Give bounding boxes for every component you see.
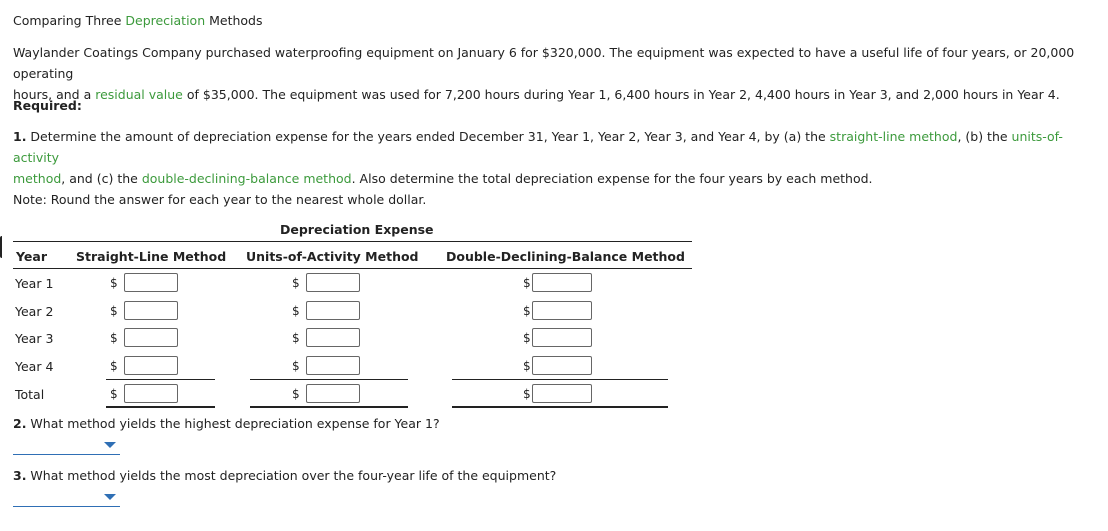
question-3 — [13, 468, 556, 483]
ddb-year-4-input[interactable] — [532, 356, 592, 375]
left-edge-marker — [0, 236, 5, 258]
currency-sign: $ — [110, 331, 118, 345]
q1-line1-a: Determine the amount of depreciation expense for the years ended December 31, Year 1, Year 2, Year 3, and Year 4, by (a) the — [26, 129, 830, 144]
sl-total-input[interactable] — [124, 384, 178, 403]
ua-year-3-input[interactable] — [306, 328, 360, 347]
ddb-total-input[interactable] — [532, 384, 592, 403]
currency-sign: $ — [292, 387, 300, 401]
header-year: Year — [16, 249, 47, 264]
ddb-year-1-input[interactable] — [532, 273, 592, 292]
problem-statement — [13, 42, 1108, 105]
header-divider — [13, 268, 692, 269]
row-label-year-2: Year 2 — [15, 304, 54, 319]
currency-sign: $ — [523, 359, 531, 373]
row-label-year-1: Year 1 — [15, 276, 54, 291]
units-of-activity-link[interactable]: units-of-activity — [13, 129, 1063, 165]
question-3-number: 3. — [13, 468, 27, 483]
ua-year-1-input[interactable] — [306, 273, 360, 292]
question-3-text: What method yields the most depreciation over the four-year life of the equipment? — [26, 468, 557, 483]
title-part2: Methods — [205, 13, 263, 28]
sl-year-3-input[interactable] — [124, 328, 178, 347]
question-2 — [13, 416, 440, 431]
title-part1: Comparing Three — [13, 13, 126, 28]
straight-line-link[interactable]: straight-line method — [829, 129, 958, 144]
residual-value-link[interactable]: residual value — [95, 87, 183, 102]
page-title — [13, 13, 263, 28]
currency-sign: $ — [110, 304, 118, 318]
question-1 — [13, 126, 1108, 189]
ddb-total-line — [452, 406, 668, 408]
problem-line-2 — [13, 84, 1108, 105]
question-1-number: 1. — [13, 129, 27, 144]
ua-year-4-input[interactable] — [306, 356, 360, 375]
dropdown-caret-icon[interactable] — [104, 442, 116, 448]
table-caption: Depreciation Expense — [280, 222, 434, 237]
sl-total-line — [106, 406, 215, 408]
currency-sign: $ — [292, 359, 300, 373]
currency-sign: $ — [523, 331, 531, 345]
sl-sum-line — [106, 379, 215, 380]
ua-sum-line — [250, 379, 408, 380]
ua-total-input[interactable] — [306, 384, 360, 403]
q1-line2-b: . Also determine the total depreciation expense for the four years by each method. — [351, 171, 873, 186]
question-2-number: 2. — [13, 416, 27, 431]
sl-year-2-input[interactable] — [124, 301, 178, 320]
row-label-year-4: Year 4 — [15, 359, 54, 374]
ua-year-2-input[interactable] — [306, 301, 360, 320]
currency-sign: $ — [523, 276, 531, 290]
q1-line2-a: , and (c) the — [61, 171, 142, 186]
row-label-total: Total — [15, 387, 45, 402]
question-2-text: What method yields the highest depreciation expense for Year 1? — [26, 416, 440, 431]
currency-sign: $ — [292, 331, 300, 345]
ddb-sum-line — [452, 379, 668, 380]
currency-sign: $ — [523, 304, 531, 318]
double-declining-link[interactable]: double-declining-balance method — [141, 171, 352, 186]
rounding-note: Note: Round the answer for each year to the nearest whole dollar. — [13, 192, 427, 207]
sl-year-4-input[interactable] — [124, 356, 178, 375]
sl-year-1-input[interactable] — [124, 273, 178, 292]
caption-divider — [13, 241, 692, 242]
ddb-year-2-input[interactable] — [532, 301, 592, 320]
q1-line1-b: , (b) the — [957, 129, 1012, 144]
question-3-dropdown[interactable] — [13, 492, 120, 507]
ddb-year-3-input[interactable] — [532, 328, 592, 347]
currency-sign: $ — [110, 276, 118, 290]
required-label: Required: — [13, 98, 82, 113]
header-straight-line: Straight-Line Method — [76, 249, 227, 264]
problem-line-2-a: hours, and a — [13, 87, 96, 102]
currency-sign: $ — [292, 276, 300, 290]
currency-sign: $ — [523, 387, 531, 401]
row-label-year-3: Year 3 — [15, 331, 54, 346]
question-1-line-1 — [13, 126, 1108, 168]
header-double-declining: Double-Declining-Balance Method — [446, 249, 685, 264]
currency-sign: $ — [110, 359, 118, 373]
problem-line-2-b: of $35,000. The equipment was used for 7,200 hours during Year 1, 6,400 hours in Year 2, 4,400 hours in Year 3, and 2,000 hours in Year 4. — [182, 87, 1060, 102]
question-2-dropdown[interactable] — [13, 440, 120, 455]
depreciation-link[interactable]: Depreciation — [125, 13, 206, 28]
question-1-line-2 — [13, 168, 1108, 189]
header-units-of-activity: Units-of-Activity Method — [246, 249, 419, 264]
dropdown-caret-icon[interactable] — [104, 494, 116, 500]
units-of-activity-link-cont[interactable]: method — [13, 171, 62, 186]
currency-sign: $ — [110, 387, 118, 401]
currency-sign: $ — [292, 304, 300, 318]
ua-total-line — [250, 406, 408, 408]
problem-line-1: Waylander Coatings Company purchased waterproofing equipment on January 6 for $320,000. The equipment was expected to have a useful life of four years, or 20,000 operating — [13, 45, 1075, 81]
